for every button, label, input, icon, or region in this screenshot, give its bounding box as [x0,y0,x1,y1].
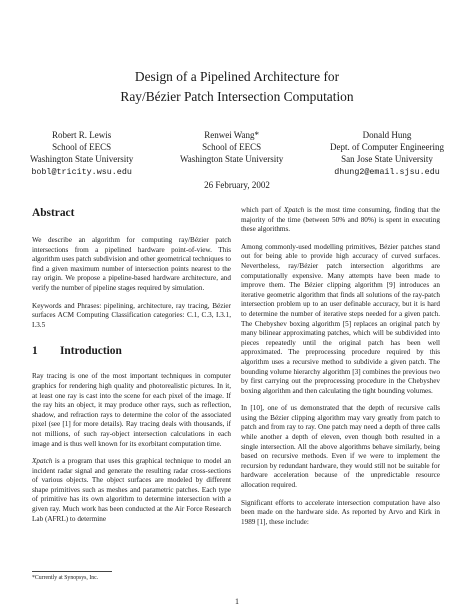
xpatch-term: Xpatch [32,457,53,466]
paper-title-line-2: Ray/Bézier Patch Intersection Computation [120,89,354,104]
right-paragraph-0-text-a: which part of [241,206,284,214]
author-block [30,129,444,178]
abstract-heading: Abstract [32,207,75,219]
author-university: Washington State University [30,154,134,165]
abstract-body: We describe an algorithm for computing ray/Bézier patch intersections from a pipelined hardware point-of-view. This algorithm uses patch subdivision and other geometrical techniques to find a given maximum number of intersection points nearest to the ray origin. We propose a pipeline-based hardware architecture, and verify the number of pipeline stages required by simulation. [32,236,231,292]
right-paragraph-1: Among commonly-used modelling primitives, Bézier patches stand out for being able to provide high accuracy of curved surfaces. Nevertheless, ray/Bézier patch intersection algorithms are computationally expensive. Many attempts have been made to improve them. The Bézier clipping algorithm [9] introduces an iterative geometric algorithm that finds all solutions of the ray-patch intersection problem up to an user definable accuracy, but it is hard to determine the number of iterative steps needed for a given patch. The Chebyshev boxing algorithm [5] replaces an original patch by many bilinear approximating patches, which will be subdivided into pieces repeatedly until the original patch has been well approximated. The preprocessing procedure required by this algorithm uses a recursive method to subdivide a given patch. The bounding volume hierarchy algorithm [3] combines the previous two by first carrying out the preprocessing procedure in the Chebyshev boxing algorithm and then calculating the tight bounding volumes. [241,242,440,395]
right-paragraph-0 [241,206,440,235]
author-name: Renwei Wang* [204,130,260,140]
author-dept: School of EECS [202,142,262,153]
author-email: dhung2@email.sjsu.edu [334,166,440,177]
footnote [32,571,231,582]
right-paragraph-3: Significant efforts to accelerate intersection computation have also been made on the hardware side. As reported by Arvo and Kirk in 1989 [1], these include: [241,498,440,526]
footnote-text: *Currently at Synopsys, Inc. [32,575,99,581]
section-heading-introduction [32,344,231,358]
paper-date: 26 February, 2002 [204,180,270,190]
author-1 [30,129,133,178]
right-paragraph-2: In [10], one of us demonstrated that the depth of recursive calls using the Bézier clipping algorithm may vary greatly from patch to patch and from ray to ray. One patch may need a depth of three calls while another a depth of eleven, even though both resulted in a single intersection. All the above algorithms behave similarly, being based on recursive methods. Even if we were to implement the recursion by redundant hardware, they would still not be suitable for hardware acceleration because of the unpredictable resource allocation required. [241,404,440,490]
page-number: 1 [235,597,239,606]
intro-paragraph-2 [32,457,231,524]
footnote-rule [32,571,112,572]
section-title: Introduction [60,345,122,358]
author-2 [180,129,283,178]
xpatch-term: Xpatch [283,206,305,214]
section-number: 1 [32,345,38,358]
keywords: Keywords and Phrases: pipelining, architecture, ray tracing, Bézier surfaces ACM Computing Classification categories: C.1, C.3, I.3.1, I.3.5 [32,301,231,329]
right-column [241,206,440,535]
author-university: San Jose State University [341,154,433,165]
right-paragraph-0-text-b: is the most time consuming, finding that the majority of the time (between 50% and 80%) is spent in executing these algorithms. [241,206,440,234]
author-dept: Dept. of Computer Engineering [330,142,444,153]
author-university: Washington State University [180,154,284,165]
intro-paragraph-1: Ray tracing is one of the most important techniques in computer graphics for rendering high quality and photorealistic pictures. In it, at least one ray is cast into the scene for each pixel of the image. If the ray hits an object, it may produce other rays, such as reflection, shadow, and refraction rays to determine the color of the associated pixel (see [1] for more details). Ray tracing deals with thousands, if not millions, of such ray-object intersection calculations in each image and is thus well known for its exorbitant computation time. [32,372,231,448]
paper-title-line-1: Design of a Pipelined Architecture for [134,69,340,84]
author-name: Donald Hung [362,130,412,140]
author-3 [330,129,444,178]
left-column [32,206,231,532]
intro-paragraph-2-text: is a program that uses this graphical technique to model an incident radar signal and generate the resulting radar cross-sections of various objects. The object surfaces are modeled by different shape primitives such as meshes and parametric patches. Each type of primitive has its own algorithm to determine intersection with a given ray. Much work has been conducted at the Air Force Research Lab (AFRL) to determine [32,457,231,523]
author-dept: School of EECS [52,142,112,153]
author-email: bobl@tricity.wsu.edu [31,166,132,177]
author-name: Robert R. Lewis [52,130,112,140]
